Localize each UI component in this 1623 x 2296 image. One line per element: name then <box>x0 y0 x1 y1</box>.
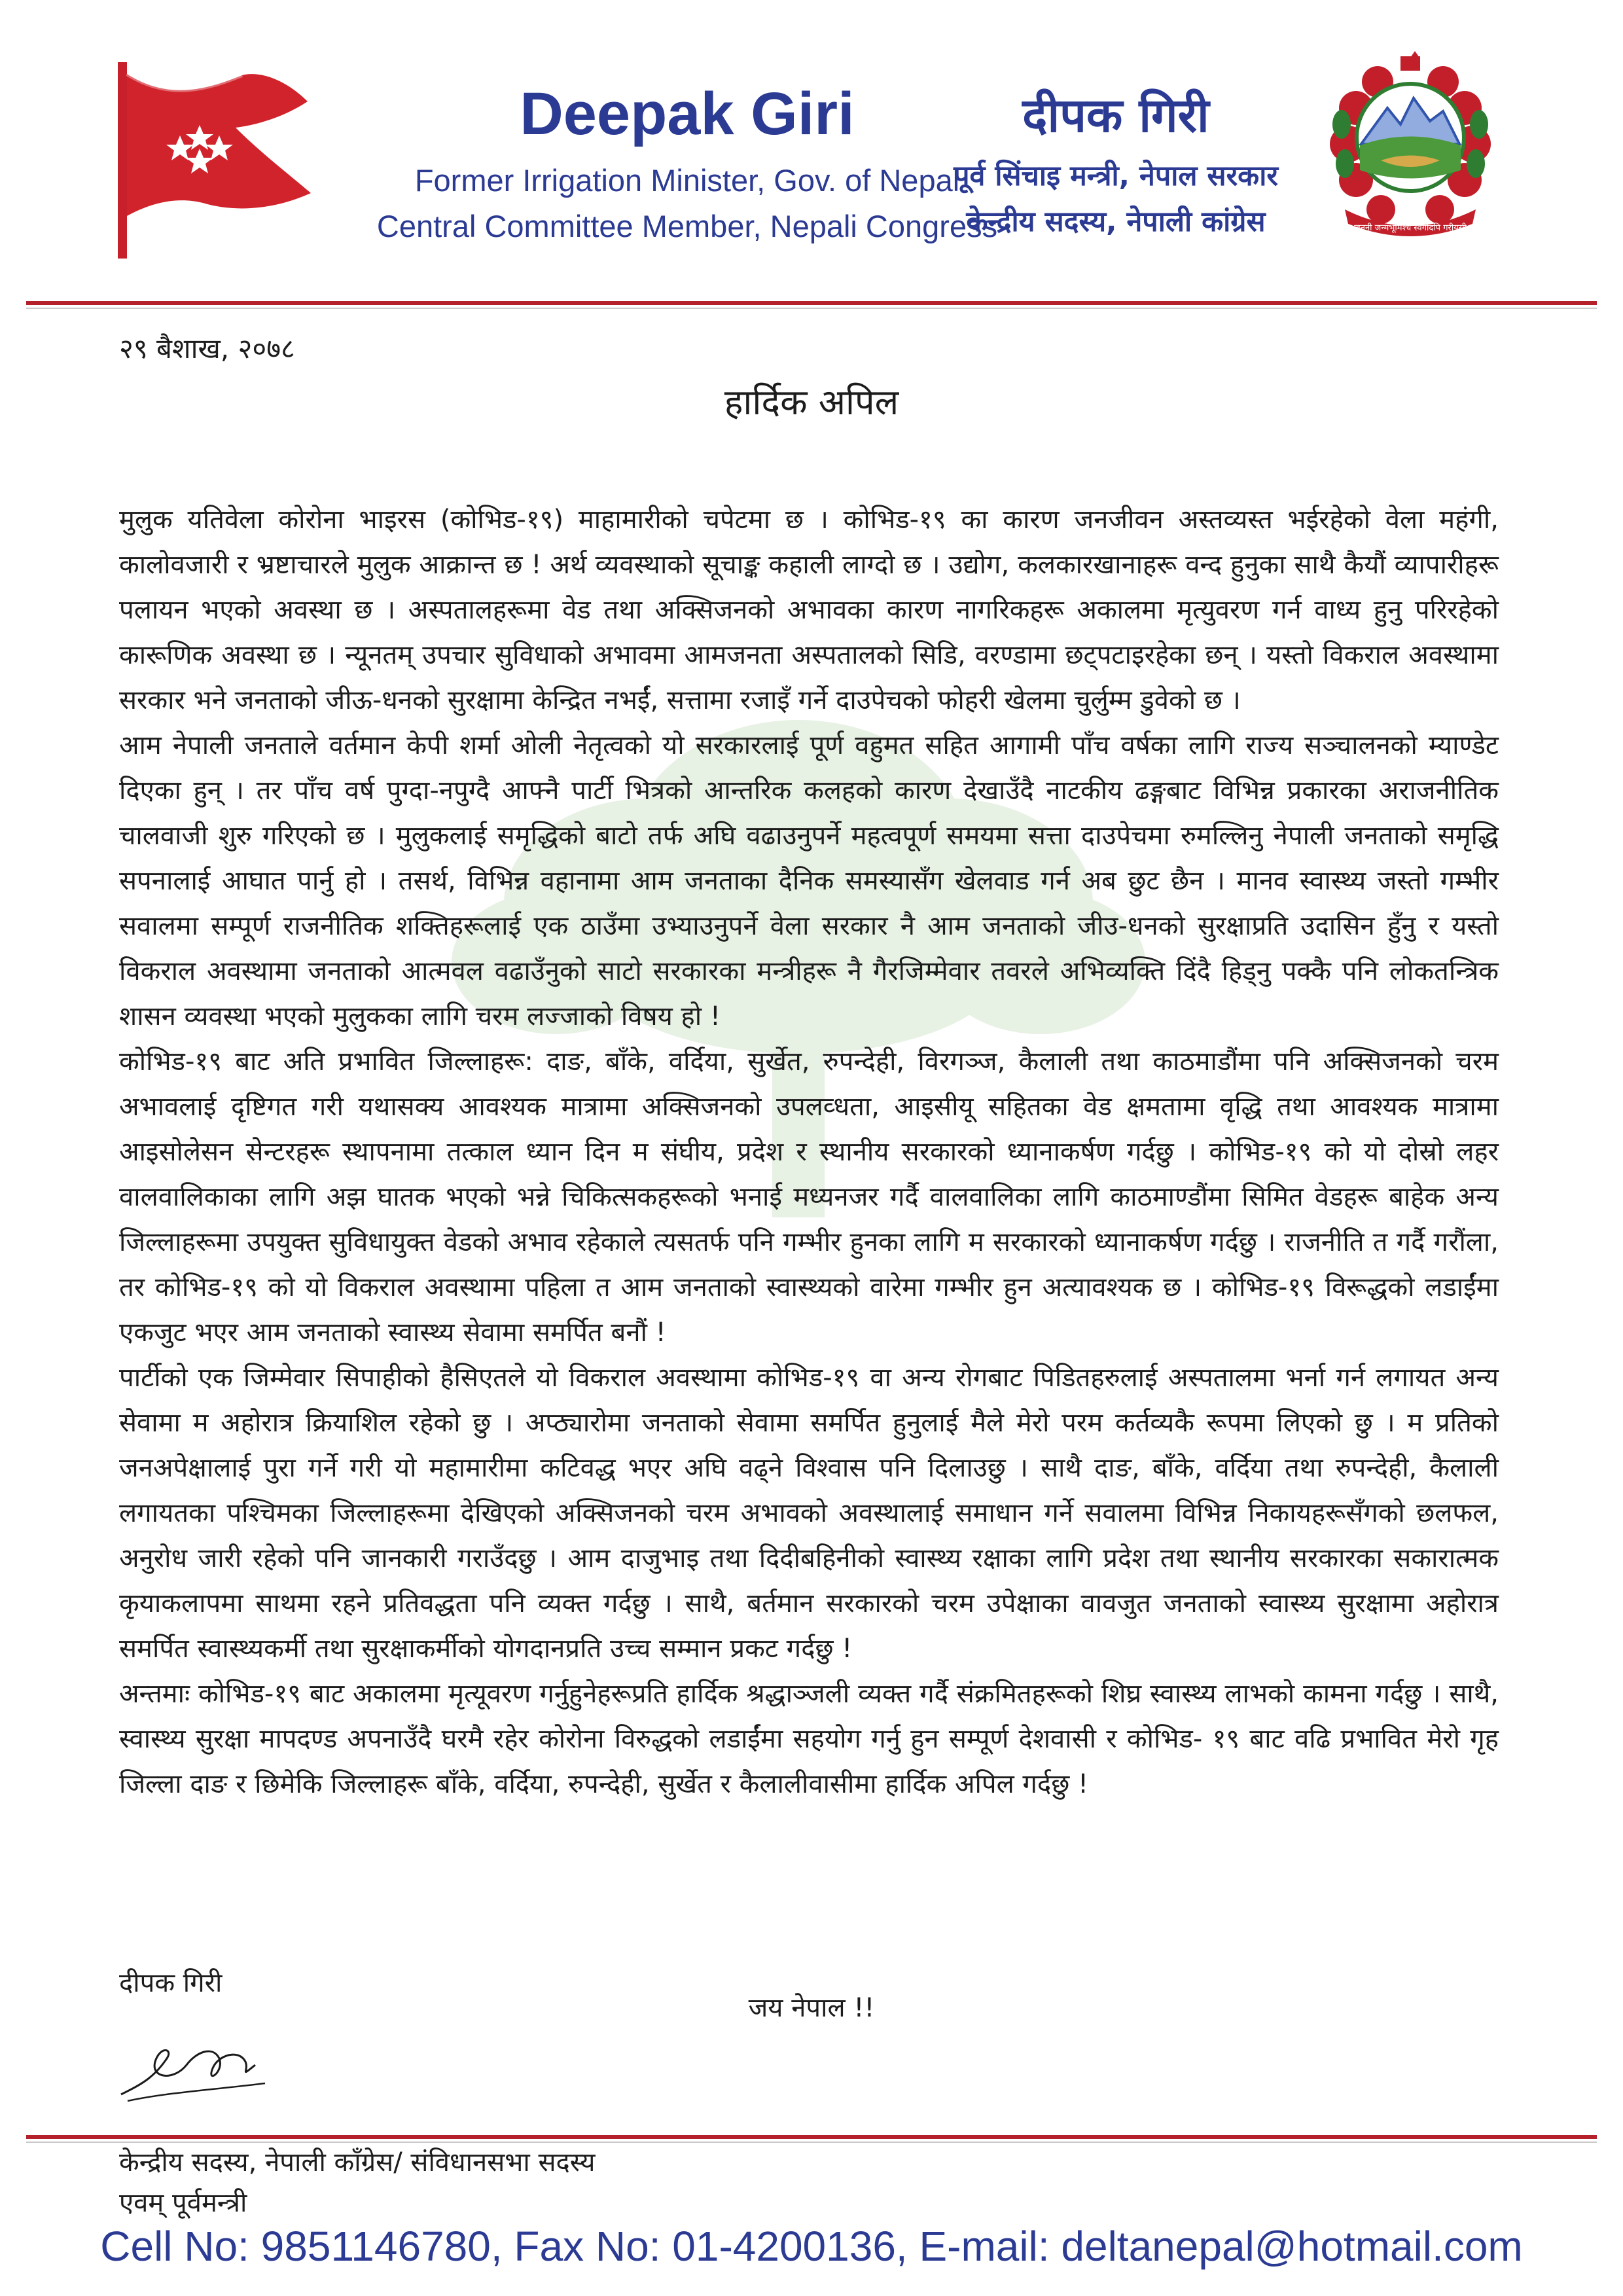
title-english-line-1: Former Irrigation Minister, Gov. of Nepal <box>414 163 960 198</box>
letter-body <box>119 497 1499 1807</box>
body-paragraph: आम नेपाली जनताले वर्तमान केपी शर्मा ओली नेतृत्वको यो सरकारलाई पूर्ण वहुमत सहित आगामी पाँच वर्षका लागि राज्य सञ्चालनको म्याण्डेट दिएका हुन् । तर पाँच वर्ष पुग्दा-नपुग्दै आफ्नै पार्टी भित्रको आन्तरिक कलहको कारण देखाउँदै नाटकीय ढङ्गबाट विभिन्न प्रकारका अराजनीतिक चालवाजी शुरु गरिएको छ । मुलुकलाई समृद्धिको बाटो तर्फ अघि वढाउनुपर्ने महत्वपूर्ण समयमा सत्ता दाउपेचमा रुमल्लिनु नेपाली जनताको समृद्धि सपनालाई आघात पार्नु हो । तसर्थ, विभिन्न वहानामा आम जनताका दैनिक समस्यासँग खेलवाड गर्न अब छुट छैन । मानव स्वास्थ्य जस्तो गम्भीर सवालमा सम्पूर्ण राजनीतिक शक्तिहरूलाई एक ठाउँमा उभ्याउनुपर्ने वेला सरकार नै आम जनताको जीउ-धनको सुरक्षाप्रति उदासिन हुँनु र यस्तो विकराल अवस्थामा जनताको आत्मवल वढाउँनुको साटो सरकारका मन्त्रीहरू नै गैरजिम्मेवार तवरले अभिव्यक्ति दिंदै हिड्नु पक्कै पनि लोकतन्त्रिक शासन व्यवस्था भएको मुलुकका लागि चरम लज्जाको विषय हो ! <box>119 730 1499 1031</box>
title-nepali-line-2: केन्द्रीय सदस्य, नेपाली कांग्रेस <box>966 206 1266 238</box>
name-nepali: दीपक गिरी <box>1022 88 1209 143</box>
letter-title: हार्दिक अपिल <box>724 382 899 423</box>
letter-date: २९ बैशाख, २०७८ <box>119 332 295 365</box>
footer-contact: Cell No: 9851146780, Fax No: 01-4200136, E-mail: deltanepal@hotmail.com <box>100 2223 1523 2270</box>
emblem-motto: जननी जन्मभूमिश्च स्वर्गादपि गरीयसी <box>1354 223 1467 233</box>
header-divider <box>26 301 1597 305</box>
title-english-line-2: Central Committee Member, Nepali Congress <box>376 209 998 243</box>
footer-divider-shadow <box>26 2142 1597 2143</box>
header-divider-shadow <box>26 308 1597 309</box>
name-english: Deepak Giri <box>520 81 855 147</box>
party-flag-icon <box>111 62 321 259</box>
body-paragraph: अन्तमाः कोभिड-१९ बाट अकालमा मृत्यूवरण गर्नुहुनेहरूप्रति हार्दिक श्रद्धाञ्जली व्यक्त गर्दै संक्रमितहरूको शिघ्र स्वास्थ्य लाभको कामना गर्दछु । साथै, स्वास्थ्य सुरक्षा मापदण्ड अपनाउँदै घरमै रहेर कोरोना विरुद्धको लडाईंमा सहयोग गर्नु हुन सम्पूर्ण देशवासी र कोभिड- १९ बाट वढि प्रभावित मेरो गृह जिल्ला दाङ र छिमेकि जिल्लाहरू बाँके, वर्दिया, रुपन्देही, सुर्खेत र कैलालीवासीमा हार्दिक अपिल गर्दछु ! <box>119 1679 1499 1799</box>
closing-salutation: जय नेपाल !! <box>748 1993 875 2023</box>
footer-divider <box>26 2135 1597 2139</box>
signer-position-1: केन्द्रीय सदस्य, नेपाली काँग्रेस/ संविधानसभा सदस्य <box>119 2147 596 2178</box>
signer-name: दीपक गिरी <box>119 1968 223 1998</box>
title-nepali-line-1: पूर्व सिंचाइ मन्त्री, नेपाल सरकार <box>954 160 1278 192</box>
body-paragraph: पार्टीको एक जिम्मेवार सिपाहीको हैसिएतले यो विकराल अवस्थामा कोभिड-१९ वा अन्य रोगबाट पिडितहरुलाई अस्पतालमा भर्ना गर्न लगायत अन्य सेवामा म अहोरात्र क्रियाशिल रहेको छु । अप्ठ्यारोमा जनताको सेवामा समर्पित हुनुलाई मैले मेरो परम कर्तव्यकै रूपमा लिएको छु । म प्रतिको जनअपेक्षालाई पुरा गर्ने गरी यो महामारीमा कटिवद्ध भएर अघि वढ्ने विश्वास पनि दिलाउछु । साथै दाङ, बाँके, वर्दिया तथा रुपन्देही, कैलाली लगायतका पश्चिमका जिल्लाहरूमा देखिएको अक्सिजनको चरम अभावको अवस्थालाई समाधान गर्ने सवालमा विभिन्न निकायहरूसँगको छलफल, अनुरोध जारी रहेको पनि जानकारी गराउँदछु । आम दाजुभाइ तथा दिदीबहिनीको स्वास्थ्य रक्षाका लागि प्रदेश तथा स्थानीय सरकारका सकारात्मक कृयाकलापमा साथमा रहने प्रतिवद्धता पनि व्यक्त गर्दछु । साथै, बर्तमान सरकारको चरम उपेक्षाका वावजुत जनताको स्वास्थ्य सुरक्षामा अहोरात्र समर्पित स्वास्थ्यकर्मी तथा सुरक्षाकर्मीको योगदानप्रति उच्च सम्मान प्रकट गर्दछु ! <box>119 1363 1499 1664</box>
nepal-emblem-icon <box>1315 46 1505 242</box>
body-paragraph: कोभिड-१९ बाट अति प्रभावित जिल्लाहरू: दाङ, बाँके, वर्दिया, सुर्खेत, रुपन्देही, विरगञ्ज, कैलाली तथा काठमाडौंमा पनि अक्सिजनको चरम अभावलाई दृष्टिगत गरी यथासक्य आवश्यक मात्रामा अक्सिजनको उपलव्धता, आइसीयू सहितका वेड क्षमतामा वृद्धि तथा आवश्यक मात्रामा आइसोलेसन सेन्टरहरू स्थापनामा तत्काल ध्यान दिन म संघीय, प्रदेश र स्थानीय सरकारको ध्यानाकर्षण गर्दछु । कोभिड-१९ को यो दोस्रो लहर वालवालिकाका लागि अझ घातक भएको भन्ने चिकित्सकहरूको भनाई मध्यनजर गर्दै वालवालिका लागि काठमाण्डौंमा सिमित वेडहरू बाहेक अन्य जिल्लाहरूमा उपयुक्त सुविधायुक्त वेडको अभाव रहेकाले त्यसतर्फ पनि गम्भीर हुनका लागि म सरकारको ध्यानाकर्षण गर्दछु । राजनीति त गर्दै गरौंला, तर कोभिड-१९ को यो विकराल अवस्थामा पहिला त आम जनताको स्वास्थ्यको वारेमा गम्भीर हुन अत्यावश्यक छ । कोभिड-१९ विरूद्धको लडाईंमा एकजुट भएर आम जनताको स्वास्थ्य सेवामा समर्पित बनौं ! <box>119 1047 1499 1348</box>
signer-position-2: एवम् पूर्वमन्त्री <box>119 2188 247 2218</box>
body-paragraph: मुलुक यतिवेला कोरोना भाइरस (कोभिड-१९) माहामारीको चपेटमा छ । कोभिड-१९ का कारण जनजीवन अस्तव्यस्त भईरहेको वेला महंगी, कालोवजारी र भ्रष्टाचारले मुलुक आक्रान्त छ ! अर्थ व्यवस्थाको सूचाङ्क कहाली लाग्दो छ । उद्योग, कलकारखानाहरू वन्द हुनुका साथै कैयौं व्यापारीहरू पलायन भएको अवस्था छ । अस्पतालहरूमा वेड तथा अक्सिजनको अभावका कारण नागरिकहरू अकालमा मृत्युवरण गर्न वाध्य हुनु परिरहेको कारूणिक अवस्था छ । न्यूनतम् उपचार सुविधाको अभावमा आमजनता अस्पतालको सिडि, वरण्डामा छट्पटाइरहेका छन् । यस्तो विकराल अवस्थामा सरकार भने जनताको जीऊ-धनको सुरक्षामा केन्द्रित नभईं, सत्तामा रजाइँ गर्ने दाउपेचको फोहरी खेलमा चुर्लुम्म डुवेको छ । <box>119 505 1499 715</box>
handwritten-signature <box>115 2032 272 2108</box>
